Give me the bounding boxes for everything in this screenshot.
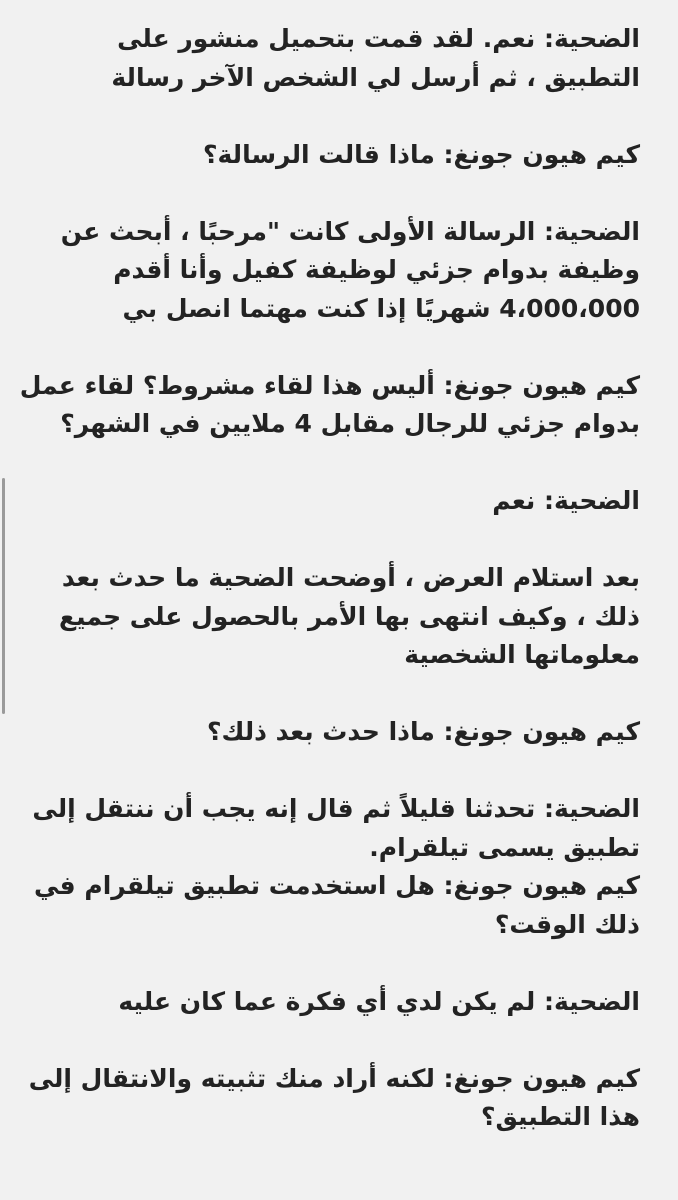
note-line: الضحية: نعم (492, 486, 640, 515)
note-line: معلوماتها الشخصية (404, 640, 640, 669)
note-line: بعد استلام العرض ، أوضحت الضحية ما حدث بعد (61, 563, 640, 592)
note-line: الضحية: نعم. لقد قمت بتحميل منشور على (117, 24, 640, 53)
blank-line (44, 944, 640, 983)
note-line: كيم هيون جونغ: أليس هذا لقاء مشروط؟ لقاء عمل (19, 370, 640, 400)
note-line: ذلك الوقت؟ (494, 909, 640, 939)
note-line: التطبيق ، ثم أرسل لي الشخص الآخر رسالة (111, 62, 640, 92)
note-line: الضحية: الرسالة الأولى كانت "مرحبًا ، أبحث عن (60, 216, 640, 246)
note-line: تطبيق يسمى تيلقرام. (369, 832, 640, 862)
note-line: 4،000،000 شهريًا إذا كنت مهتما انصل بي (122, 293, 640, 323)
note-line: كيم هيون جونغ: ماذا حدث بعد ذلك؟ (206, 717, 640, 746)
note-line: وظيفة بدوام جزئي لوظيفة كفيل وأنا أقدم (113, 255, 640, 284)
note-body[interactable] (19, 20, 640, 1137)
blank-line (44, 1021, 640, 1060)
note-line: ذلك ، وكيف انتهى بها الأمر بالحصول على جميع (59, 601, 640, 631)
blank-line (44, 174, 640, 213)
blank-line (44, 97, 640, 136)
note-line: هذا التطبيق؟ (480, 1102, 640, 1131)
note-line: كيم هيون جونغ: لكنه أراد منك تثبيته والانتقال إلى (28, 1063, 640, 1093)
note-line: كيم هيون جونغ: هل استخدمت تطبيق تيلقرام في (34, 871, 640, 900)
note-line: الضحية: تحدثنا قليلاً ثم قال إنه يجب أن ننتقل إلى (32, 794, 640, 823)
blank-line (44, 752, 640, 791)
note-line: بدوام جزئي للرجال مقابل 4 ملايين في الشهر؟ (60, 409, 640, 438)
blank-line (44, 444, 640, 483)
blank-line (44, 521, 640, 560)
vertical-scrollbar[interactable] (2, 478, 5, 714)
note-line: كيم هيون جونغ: ماذا قالت الرسالة؟ (203, 139, 640, 169)
note-line: الضحية: لم يكن لدي أي فكرة عما كان عليه (118, 986, 640, 1016)
blank-line (44, 675, 640, 714)
blank-line (44, 328, 640, 367)
